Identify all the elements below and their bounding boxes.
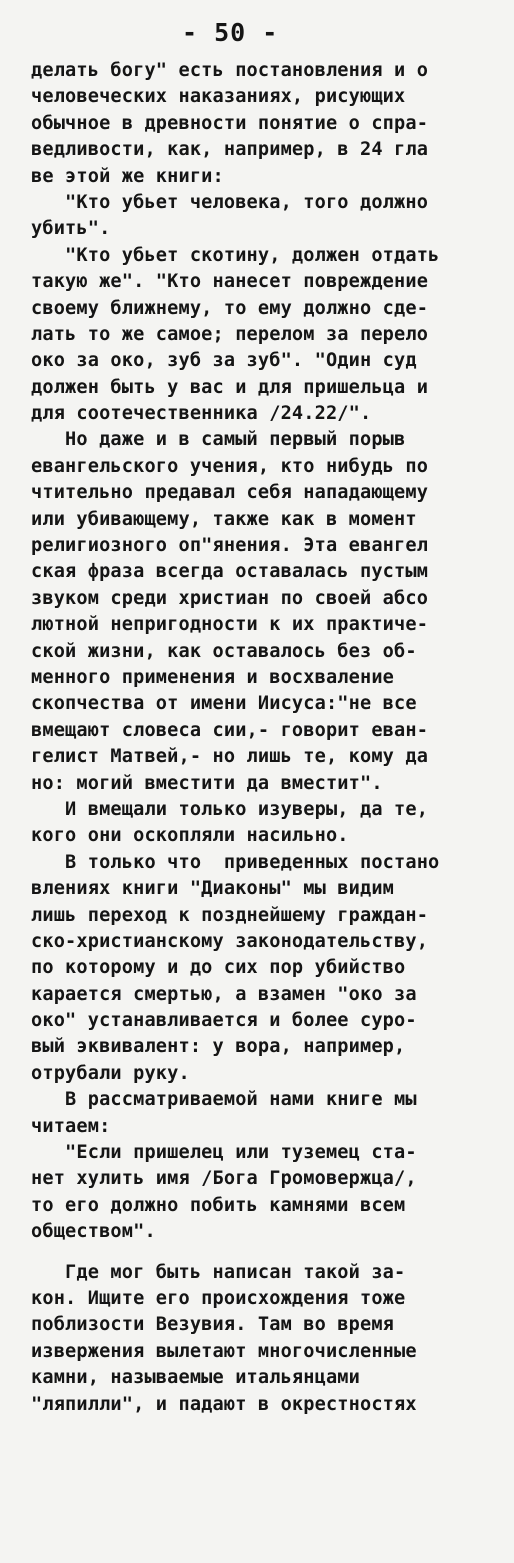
text-line: камни, называемые итальянцами bbox=[31, 1367, 360, 1389]
text-line: И вмещали только изуверы, да те, bbox=[31, 798, 429, 820]
text-line: В рассматриваемой нами книге мы bbox=[31, 1089, 417, 1111]
text-line: "ляпилли", и падают в окрестностях bbox=[31, 1393, 417, 1415]
text-line: ведливости, как, например, в 24 гла bbox=[31, 139, 429, 161]
text-line: кого они оскопляли насильно. bbox=[31, 825, 349, 847]
text-line: лишь переход к позднейшему граждан- bbox=[31, 904, 429, 926]
text-line: читаем: bbox=[31, 1115, 111, 1137]
text-line: обществом". bbox=[31, 1221, 156, 1243]
text-line: гелист Матвей,- но лишь те, кому да bbox=[31, 746, 429, 768]
text-line: вый эквивалент: у вора, например, bbox=[31, 1036, 406, 1058]
text-line: извержения вылетают многочисленные bbox=[31, 1340, 417, 1362]
text-line: звуком среди христиан по своей абсо bbox=[31, 587, 429, 609]
text-line: делать богу" есть постановления и о bbox=[31, 60, 429, 81]
text-line: лать то же самое; перелом за перело bbox=[31, 323, 429, 345]
text-line: вмещают словеса сии,- говорит еван- bbox=[31, 719, 429, 741]
text-line: человеческих наказаниях, рисующих bbox=[31, 86, 406, 108]
text-line: карается смертью, а взамен "око за bbox=[31, 983, 417, 1005]
text-line: поблизости Везувия. Там во время bbox=[31, 1314, 395, 1336]
text-line: менного применения и восхваление bbox=[31, 666, 395, 688]
text-line: "Кто убьет скотину, должен отдать bbox=[31, 244, 440, 266]
text-line: "Кто убьет человека, того должно bbox=[31, 191, 429, 213]
text-line: по которому и до сих пор убийство bbox=[31, 957, 406, 979]
text-line: В только что приведенных постано bbox=[31, 851, 440, 873]
text-line: отрубали руку. bbox=[31, 1062, 190, 1084]
text-line: влениях книги "Диаконы" мы видим bbox=[31, 878, 395, 900]
text-line: Но даже и в самый первый порыв bbox=[31, 429, 406, 451]
page-number: - 50 - bbox=[182, 18, 279, 47]
body-text bbox=[31, 58, 507, 1418]
text-line: своему ближнему, то ему должно сде- bbox=[31, 297, 429, 319]
text-line: "Если пришелец или туземец ста- bbox=[31, 1142, 417, 1164]
text-line: евангельского учения, кто нибудь по bbox=[31, 455, 429, 477]
text-line: для соотечественника /24.22/". bbox=[31, 403, 372, 425]
text-line: лютной непригодности к их практиче- bbox=[31, 614, 429, 636]
text-line: око за око, зуб за зуб". "Один суд bbox=[31, 350, 417, 372]
text-line: ской жизни, как оставалось без об- bbox=[31, 640, 417, 662]
text-line: или убивающему, также как в момент bbox=[31, 508, 417, 530]
text-line: убить". bbox=[31, 218, 111, 240]
text-line: ве этой же книги: bbox=[31, 165, 224, 187]
text-line: такую же". "Кто нанесет повреждение bbox=[31, 271, 429, 293]
text-line: ская фраза всегда оставалась пустым bbox=[31, 561, 429, 583]
text-line: око" устанавливается и более суро- bbox=[31, 1010, 417, 1032]
text-line: кон. Ищите его происхождения тоже bbox=[31, 1287, 406, 1309]
text-line: нет хулить имя /Бога Громовержца/, bbox=[31, 1168, 417, 1190]
text-line: ско-христианскому законодательству, bbox=[31, 930, 429, 952]
paragraph-gap bbox=[31, 1246, 507, 1260]
text-line: должен быть у вас и для пришельца и bbox=[31, 376, 429, 398]
text-line: то его должно побить камнями всем bbox=[31, 1194, 406, 1216]
text-line: Где мог быть написан такой за- bbox=[31, 1261, 406, 1283]
text-line: религиозного оп"янения. Эта евангел bbox=[31, 535, 429, 557]
text-line: чтительно предавал себя нападающему bbox=[31, 482, 429, 504]
text-line: но: могий вместити да вместит". bbox=[31, 772, 383, 794]
text-line: скопчества от имени Иисуса:"не все bbox=[31, 693, 417, 715]
text-line: обычное в древности понятие о спра- bbox=[31, 112, 429, 134]
